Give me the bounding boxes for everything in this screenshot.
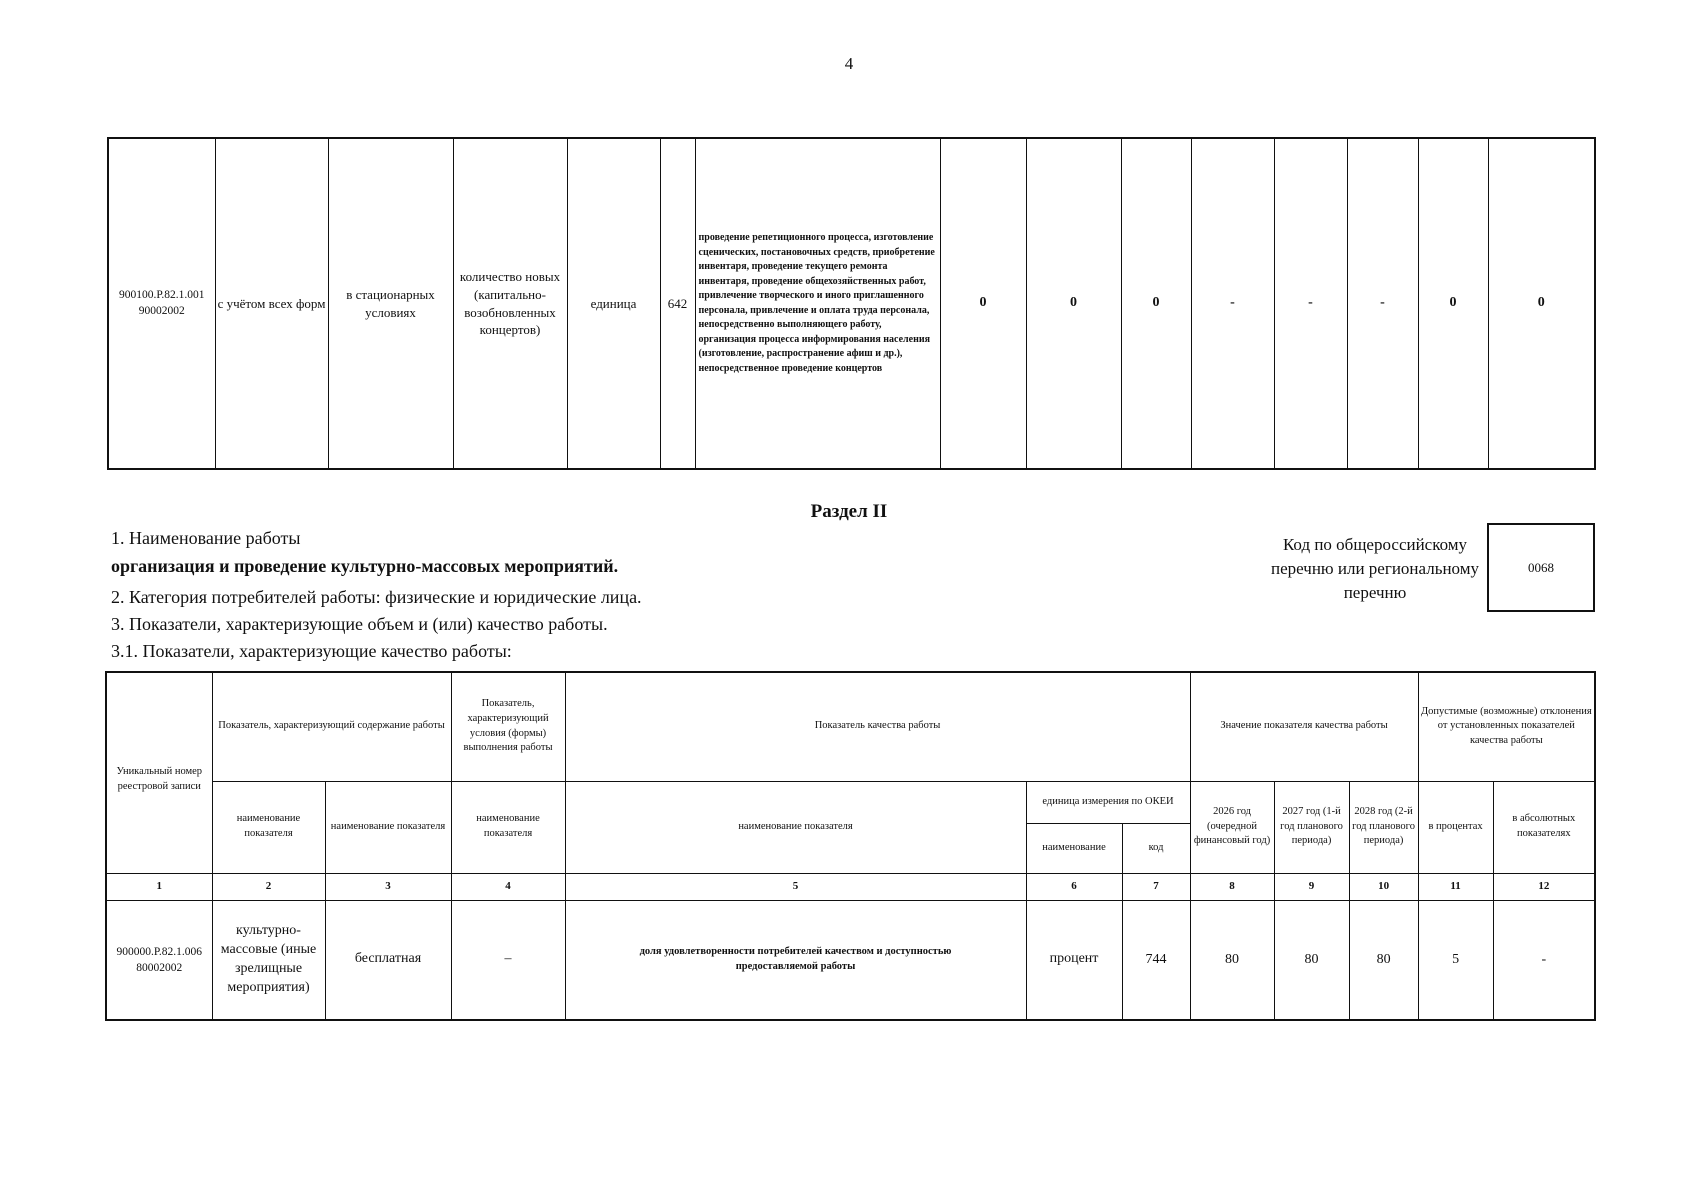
header-year-2028: 2028 год (2-й год планового периода) [1349,781,1418,873]
section-title: Раздел II [810,501,888,522]
table-row [106,900,1595,1020]
unit-name-cell: единица [567,138,660,469]
header-value: Значение показателя качества работы [1190,672,1418,781]
header-row [106,672,1595,781]
header-year-2027: 2027 год (1-й год планового периода) [1274,781,1349,873]
value-cell: 0 [1488,138,1595,469]
work-name-label: 1. Наименование работы [111,528,301,548]
consumer-category: 2. Категория потребителей работы: физические и юридические лица. [111,587,642,607]
value-cell: - [1347,138,1418,469]
header-indicator-name: наименование показателя [212,781,325,873]
value-cell: 0 [1026,138,1121,469]
header-registry: Уникальный номер реестровой записи [106,672,212,873]
indicators-heading: 3. Показатели, характеризующие объем и (или) качество работы. [111,614,608,634]
quality-indicator-cell: доля удовлетворенности потребителей качеством и доступностью предоставляемой работы [565,900,1026,1020]
code-box [1487,523,1595,612]
column-number: 10 [1349,873,1418,900]
column-number: 6 [1026,873,1122,900]
registry-number-cell: 900100.Р.82.1.001 90002002 [108,138,215,469]
header-indicator-name: наименование показателя [451,781,565,873]
deviation-absolute-cell: - [1493,900,1595,1020]
column-number: 3 [325,873,451,900]
content-indicator-cell: бесплатная [325,900,451,1020]
code-value: 0068 [1528,559,1554,575]
header-indicator-name: наименование показателя [565,781,1026,873]
column-number: 5 [565,873,1026,900]
quality-table [105,671,1596,1021]
condition-cell: – [451,900,565,1020]
unit-name-cell: процент [1026,900,1122,1020]
column-number: 7 [1122,873,1190,900]
column-number-row [106,873,1595,900]
content-indicator-cell: культурно-массовые (иные зрелищные мероприятия) [212,900,325,1020]
header-quality: Показатель качества работы [565,672,1190,781]
column-number: 11 [1418,873,1493,900]
code-label: Код по общероссийскому перечню или региональному перечню [1271,535,1479,602]
column-number: 8 [1190,873,1274,900]
value-cell: 0 [940,138,1026,469]
registry-number-cell: 900000.Р.82.1.006 80002002 [106,900,212,1020]
value-cell: - [1191,138,1274,469]
header-conditions: Показатель, характеризующий условия (формы) выполнения работы [451,672,565,781]
header-absolute: в абсолютных показателях [1493,781,1595,873]
content-indicator-cell: с учётом всех форм [215,138,328,469]
work-name: организация и проведение культурно-массовых мероприятий. [111,556,619,576]
header-percent: в процентах [1418,781,1493,873]
column-number: 2 [212,873,325,900]
column-number: 9 [1274,873,1349,900]
value-cell: 0 [1121,138,1191,469]
column-number: 12 [1493,873,1595,900]
header-okei-code: код [1122,823,1190,873]
value-cell: - [1274,138,1347,469]
value-2027-cell: 80 [1274,900,1349,1020]
page-number: 4 [844,54,854,73]
quality-heading: 3.1. Показатели, характеризующие качество работы: [111,641,512,661]
column-number: 4 [451,873,565,900]
header-okei: единица измерения по ОКЕИ [1026,781,1190,823]
value-2028-cell: 80 [1349,900,1418,1020]
unit-code-cell: 642 [660,138,695,469]
content-indicator-cell: в стационарных условиях [328,138,453,469]
header-content: Показатель, характеризующий содержание работы [212,672,451,781]
header-deviation: Допустимые (возможные) отклонения от установленных показателей качества работы [1418,672,1595,781]
header-year-2026: 2026 год (очередной финансовый год) [1190,781,1274,873]
header-row [106,781,1595,823]
header-indicator-name: наименование показателя [325,781,451,873]
unit-code-cell: 744 [1122,900,1190,1020]
work-description-cell: проведение репетиционного процесса, изготовление сценических, постановочных средств, приобретение инвентаря, проведение текущего ремонта инвентаря, проведение общехозяйственных работ, привлечение творческого и иного приглашенного персонала, привлечение и оплата труда персонала, непосредственно выполняющего работу, организация процесса информирования населения (изготовление, распространение афиш и др.), непосредственное проведение концертов [695,138,940,469]
column-number: 1 [106,873,212,900]
table-row [108,138,1595,469]
indicator-name-cell: количество новых (капитально-возобновленных концертов) [453,138,567,469]
continuation-table [107,137,1596,470]
value-cell: 0 [1418,138,1488,469]
header-okei-name: наименование [1026,823,1122,873]
value-2026-cell: 80 [1190,900,1274,1020]
deviation-percent-cell: 5 [1418,900,1493,1020]
